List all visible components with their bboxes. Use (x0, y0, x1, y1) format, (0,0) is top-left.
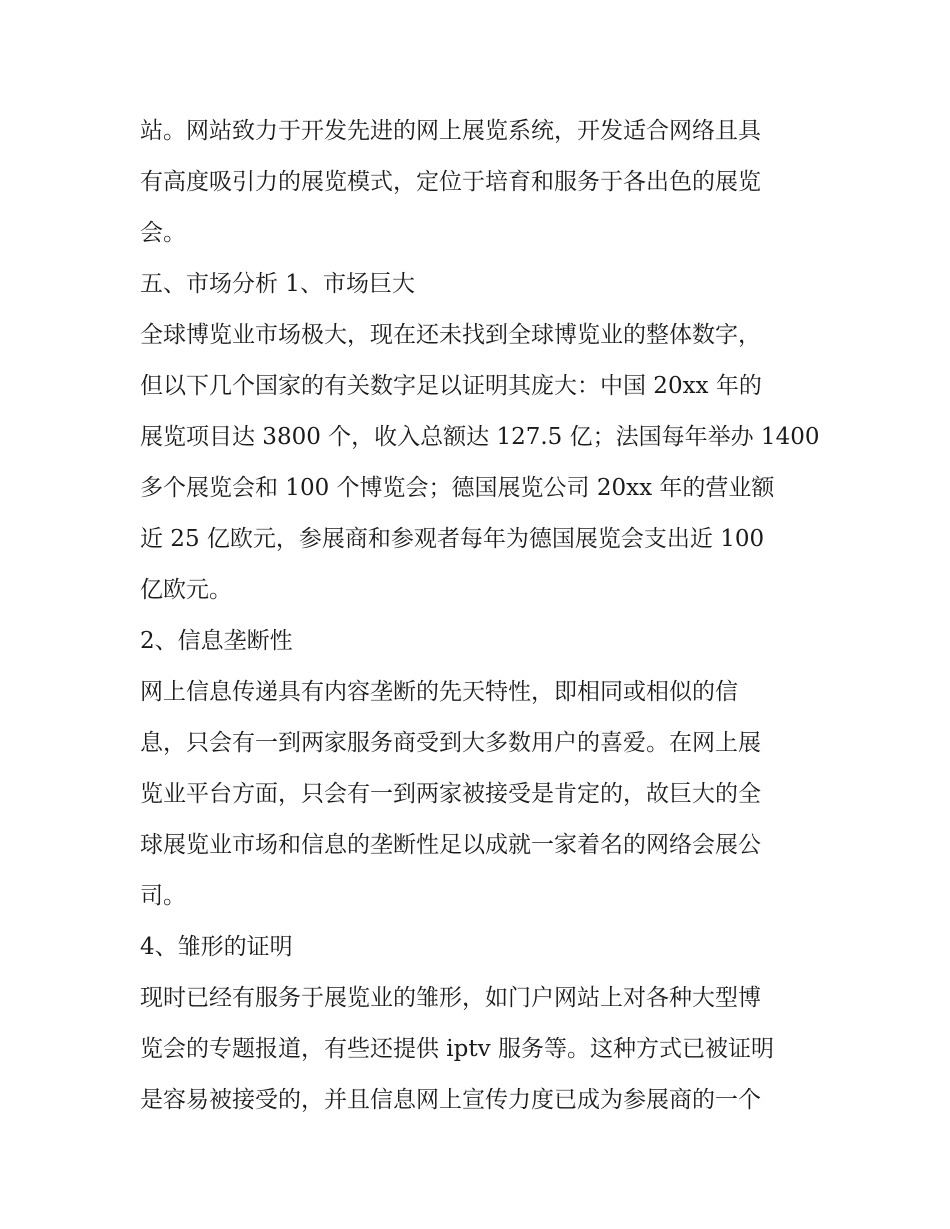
text-line: 览会的专题报道，有些还提供 iptv 服务等。这种方式已被证明 (140, 1036, 774, 1062)
section-heading-information-monopoly: 2、信息垄断性 (140, 628, 293, 654)
text-line: 网上信息传递具有内容垄断的先天特性，即相同或相似的信 (140, 679, 738, 705)
text-line: 息，只会有一到两家服务商受到大多数用户的喜爱。在网上展 (140, 730, 761, 756)
text-line: 会。 (140, 220, 186, 246)
text-line: 亿欧元。 (140, 577, 232, 603)
text-line: 站。网站致力于开发先进的网上展览系统，开发适合网络且具 (140, 118, 761, 144)
section-heading-prototype-proof: 4、雏形的证明 (140, 934, 293, 960)
text-line: 有高度吸引力的展览模式，定位于培育和服务于各出色的展览 (140, 169, 761, 195)
text-line: 是容易被接受的，并且信息网上宣传力度已成为参展商的一个 (140, 1087, 761, 1113)
text-line: 展览项目达 3800 个，收入总额达 127.5 亿；法国每年举办 1400 (140, 424, 820, 450)
text-line: 现时已经有服务于展览业的雏形，如门户网站上对各种大型博 (140, 985, 761, 1011)
text-line: 近 25 亿欧元，参展商和参观者每年为德国展览会支出近 100 (140, 526, 765, 552)
text-line: 多个展览会和 100 个博览会；德国展览公司 20xx 年的营业额 (140, 475, 775, 501)
text-line: 全球博览业市场极大，现在还未找到全球博览业的整体数字， (140, 322, 761, 348)
document-body (140, 106, 820, 1126)
section-heading-market-analysis: 五、市场分析 1、市场巨大 (140, 271, 415, 297)
text-line: 览业平台方面，只会有一到两家被接受是肯定的，故巨大的全 (140, 781, 761, 807)
text-line: 但以下几个国家的有关数字足以证明其庞大：中国 20xx 年的 (140, 373, 762, 399)
text-line: 球展览业市场和信息的垄断性足以成就一家着名的网络会展公 (140, 832, 761, 858)
text-line: 司。 (140, 883, 186, 909)
